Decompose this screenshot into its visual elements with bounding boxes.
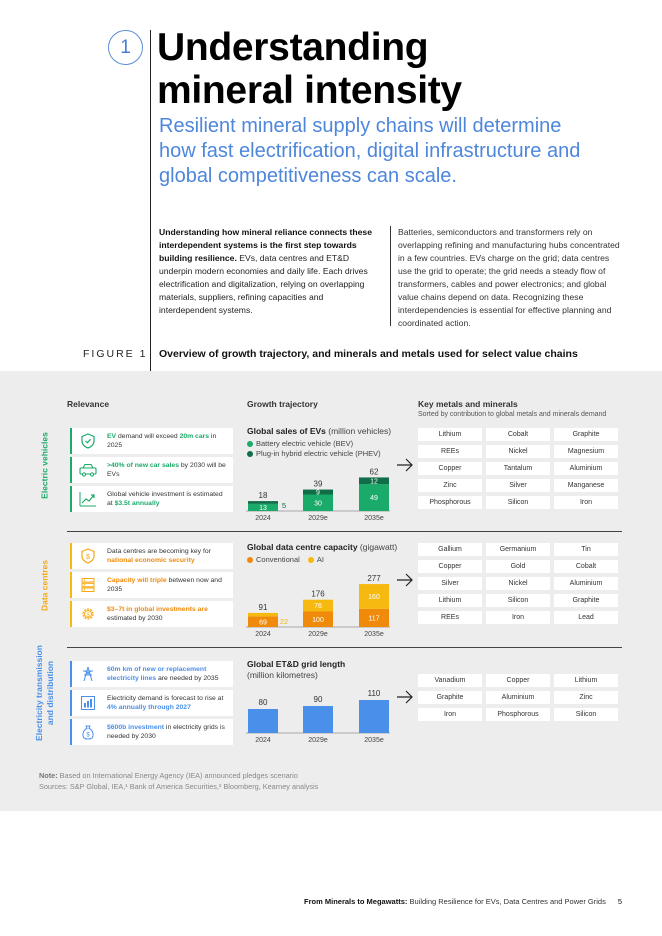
total-label: 39 (313, 479, 323, 489)
money-bag-icon (76, 721, 100, 743)
data-label: 9 (316, 489, 320, 497)
bar (248, 709, 278, 733)
metal-cell: Copper (418, 462, 482, 475)
metal-cell: Magnesium (554, 445, 618, 458)
data-label: 5 (281, 501, 287, 510)
data-label: 160 (368, 594, 380, 602)
dollar-shield-icon (76, 545, 100, 567)
metal-cell: Silicon (486, 496, 550, 509)
total-label: 176 (311, 589, 325, 599)
x-tick-label: 2029e (308, 631, 328, 638)
x-tick-label: 2029e (308, 515, 328, 522)
subtitle-line-1: Resilient mineral supply chains will determine (159, 115, 562, 137)
relevance-text: >40% of new car sales by 2030 will be EVs (107, 462, 226, 478)
note-line: Note: Based on International Energy Agency (IEA) announced pledges scenario (39, 771, 298, 780)
data-label: 110 (367, 689, 381, 698)
metal-cell: Cobalt (486, 428, 550, 441)
intro-left-body: EVs, data centres and ET&D underpin modern economies and daily life. Each drives electrification and digitalization, relying on overlapping materials, suppliers, refining capacities and interdependent systems. (159, 253, 368, 315)
ev-chart-title: Global sales of EVs (million vehicles) (247, 426, 392, 436)
metal-cell: Aluminium (554, 462, 618, 475)
data-label: 49 (370, 495, 378, 503)
data-label: 12 (370, 478, 378, 486)
data-label: 22 (279, 617, 289, 626)
section-divider (67, 531, 622, 532)
total-label: 277 (367, 574, 381, 584)
metal-cell: Silver (418, 577, 482, 590)
relevance-heading: Relevance (67, 399, 110, 409)
data-label: 76 (314, 603, 322, 611)
server-icon (76, 574, 100, 596)
page-number: 5 (617, 897, 622, 906)
data-label: 100 (312, 616, 324, 624)
metal-cell: REEs (418, 445, 482, 458)
data-label: 30 (314, 500, 322, 508)
page-footer (304, 897, 622, 906)
metal-cell: Germanium (486, 543, 550, 556)
data-label: 80 (258, 698, 268, 707)
bar (359, 700, 389, 733)
legend-item-bev: Battery electric vehicle (BEV) (247, 439, 381, 449)
metal-cell: Gallium (418, 543, 482, 556)
title-line-2: mineral intensity (157, 69, 462, 112)
relevance-card (70, 543, 233, 569)
gear-dollar-icon (76, 603, 100, 625)
total-label: 18 (258, 491, 268, 501)
relevance-text: EV demand will exceed 20m cars in 2025 (107, 433, 217, 449)
metal-cell: Cobalt (554, 560, 618, 573)
relevance-text: Data centres are becoming key for national economic security (107, 548, 211, 564)
legend-item-ai: AI (308, 555, 324, 564)
footer-report-title: From Minerals to Megawatts: (304, 897, 408, 906)
relevance-card (70, 572, 233, 598)
legend-item-conventional: Conventional (247, 555, 300, 564)
page-subtitle (159, 114, 629, 189)
metal-cell: Phosphorous (418, 496, 482, 509)
intro-divider (390, 226, 391, 326)
title-line-1: Understanding (157, 26, 429, 69)
car-icon (76, 459, 100, 481)
grid-metals-grid (418, 674, 618, 721)
metal-cell: Copper (418, 560, 482, 573)
arrow-right-icon (396, 458, 414, 472)
intro-lead: Understanding how mineral reliance connects these interdependent systems is the first step towards building resilience. (159, 227, 372, 263)
section-label-grid: Electricity transmission and distribution (34, 645, 55, 741)
transmission-tower-icon (76, 663, 100, 685)
metal-cell: Silicon (554, 708, 618, 721)
figure-title: Overview of growth trajectory, and minerals and metals used for select value chains (159, 348, 578, 360)
metal-cell: Lead (554, 611, 618, 624)
metal-cell: Nickel (486, 577, 550, 590)
growth-heading: Growth trajectory (247, 399, 318, 409)
metals-heading: Key metals and minerals (418, 399, 518, 409)
data-label: 117 (368, 615, 380, 623)
metal-cell: Graphite (418, 691, 482, 704)
bar-segment (248, 501, 278, 504)
metal-cell: Nickel (486, 445, 550, 458)
relevance-card (70, 661, 233, 687)
section-divider (67, 647, 622, 648)
page-title (157, 26, 462, 112)
svg-text:$: $ (86, 554, 90, 561)
legend-swatch (308, 557, 314, 563)
relevance-card (70, 428, 233, 454)
metal-cell: Iron (554, 496, 618, 509)
bar-segment (248, 613, 278, 616)
metal-cell: Lithium (554, 674, 618, 687)
metal-cell: Copper (486, 674, 550, 687)
metal-cell: Aluminium (554, 577, 618, 590)
metal-cell: Aluminium (486, 691, 550, 704)
legend-item-phev: Plug-in hybrid electric vehicle (PHEV) (247, 449, 381, 459)
relevance-card (70, 457, 233, 483)
x-tick-label: 2024 (255, 737, 271, 744)
title-rule (150, 30, 151, 371)
metal-cell: Silver (486, 479, 550, 492)
metal-cell: Manganese (554, 479, 618, 492)
x-tick-label: 2024 (255, 515, 271, 522)
total-label: 62 (369, 467, 379, 477)
grid-chart-unit: (million kilometres) (247, 670, 318, 680)
figure-notes (39, 770, 318, 792)
grid-chart-title: Global ET&D grid length (247, 659, 346, 669)
metals-subheading: Sorted by contribution to global metals and minerals demand (418, 411, 607, 418)
arrow-right-icon (396, 690, 414, 704)
relevance-card (70, 486, 233, 512)
shield-icon (76, 430, 100, 452)
dc-metals-grid (418, 543, 618, 624)
svg-text:$: $ (86, 612, 90, 619)
data-label: 13 (259, 505, 267, 513)
metal-cell: Zinc (554, 691, 618, 704)
intro-left-paragraph (159, 226, 381, 317)
intro-right-paragraph: Batteries, semiconductors and transformers rely on overlapping refining and manufacturing hubs concentrated in a few countries. EVs charge on the grid; data centres use the grid to operate; the grid needs a steady flow of transformers, cables and power electronics; and global value chains depend on data. Recognizing these interdependencies is essential for effective planning and coordinated action. (398, 227, 620, 328)
metal-cell: Lithium (418, 594, 482, 607)
metal-cell: Iron (418, 708, 482, 721)
relevance-text: Global vehicle investment is estimated at $3.5t annually (107, 491, 223, 507)
metal-cell: Graphite (554, 428, 618, 441)
relevance-text: Electricity demand is forecast to rise at 4% annually through 2027 (107, 695, 224, 711)
investment-chart-icon (76, 488, 100, 510)
total-label: 91 (258, 602, 268, 612)
relevance-text: $600b investment in electricity grids is needed by 2030 (107, 724, 225, 740)
legend-swatch (247, 557, 253, 563)
legend-swatch (247, 441, 253, 447)
metal-cell: Lithium (418, 428, 482, 441)
relevance-text: Capacity will triple between now and 2035 (107, 577, 222, 593)
dc-chart-title: Global data centre capacity (gigawatt) (247, 542, 398, 552)
bar-chart-icon (76, 692, 100, 714)
footer-report-subtitle: Building Resilience for EVs, Data Centres and Power Grids (407, 897, 606, 906)
sources-line: Sources: S&P Global, IEA,¹ Bank of America Securities,² Bloomberg, Kearney analysis (39, 782, 319, 791)
subtitle-line-3: global competitiveness can scale. (159, 165, 457, 187)
x-tick-label: 2024 (255, 631, 271, 638)
arrow-right-icon (396, 573, 414, 587)
svg-text:$: $ (86, 732, 90, 739)
chapter-number-badge: 1 (108, 30, 143, 65)
relevance-card (70, 601, 233, 627)
section-label-dc: Data centres (39, 559, 50, 612)
x-tick-label: 2029e (308, 737, 328, 744)
x-tick-label: 2035e (364, 631, 384, 638)
metal-cell: Phosphorous (486, 708, 550, 721)
metal-cell: Graphite (554, 594, 618, 607)
metal-cell: Vanadium (418, 674, 482, 687)
grid-length-chart (240, 682, 390, 748)
metal-cell: Zinc (418, 479, 482, 492)
relevance-card (70, 719, 233, 745)
x-tick-label: 2035e (364, 515, 384, 522)
dc-capacity-chart (240, 564, 390, 638)
relevance-text: $3–7t in global investments are estimated by 2030 (107, 606, 208, 622)
ev-metals-grid (418, 428, 618, 509)
metal-cell: Gold (486, 560, 550, 573)
metal-cell: REEs (418, 611, 482, 624)
relevance-card (70, 690, 233, 716)
bar (303, 706, 333, 733)
relevance-text: 60m km of new or replacement electricity lines are needed by 2035 (107, 666, 219, 682)
section-label-ev: Electric vehicles (39, 432, 50, 499)
subtitle-line-2: how fast electrification, digital infrastructure and (159, 140, 581, 162)
metal-cell: Tin (554, 543, 618, 556)
ev-sales-chart (240, 455, 390, 523)
figure-label: FIGURE 1 (83, 348, 148, 360)
metal-cell: Silicon (486, 594, 550, 607)
data-label: 69 (259, 619, 267, 627)
x-tick-label: 2035e (364, 737, 384, 744)
metal-cell: Iron (486, 611, 550, 624)
data-label: 90 (313, 695, 323, 704)
metal-cell: Tantalum (486, 462, 550, 475)
